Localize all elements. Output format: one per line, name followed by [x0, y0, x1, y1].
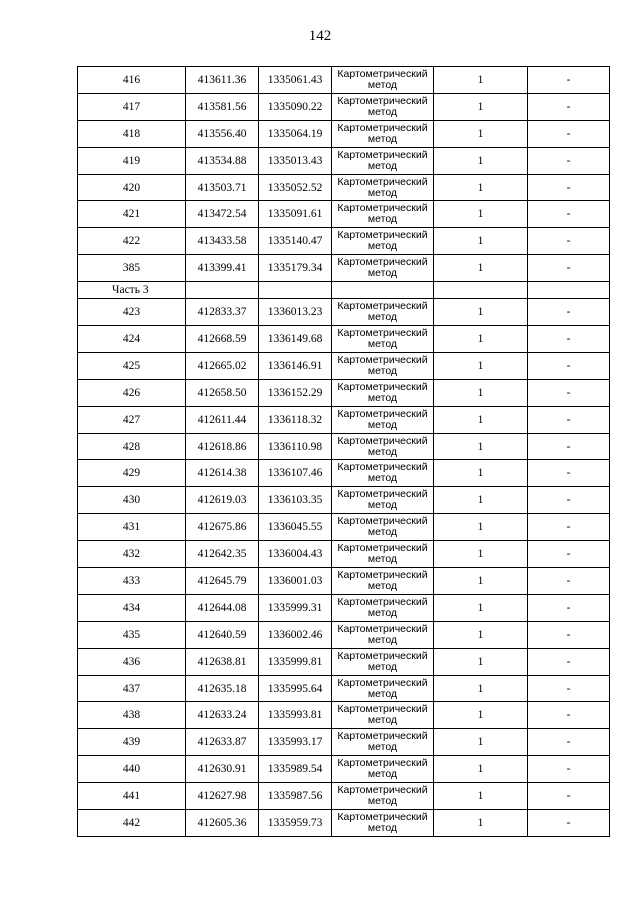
point-number-cell: 438 — [78, 702, 186, 729]
point-number-cell: 427 — [78, 406, 186, 433]
x-coordinate-cell: 412645.79 — [186, 568, 259, 595]
y-coordinate-cell: 1336110.98 — [259, 433, 332, 460]
y-coordinate-cell: 1336045.55 — [259, 514, 332, 541]
accuracy-cell: 1 — [434, 541, 528, 568]
table-row — [78, 93, 610, 120]
y-coordinate-cell: 1335140.47 — [259, 228, 332, 255]
method-cell: Картометрический метод — [332, 228, 434, 255]
note-cell: - — [528, 326, 610, 353]
point-number-cell: 436 — [78, 648, 186, 675]
accuracy-cell: 1 — [434, 783, 528, 810]
x-coordinate-cell: 413611.36 — [186, 67, 259, 94]
x-coordinate-cell: 412633.24 — [186, 702, 259, 729]
table-row — [78, 810, 610, 837]
note-cell: - — [528, 147, 610, 174]
point-number-cell: 430 — [78, 487, 186, 514]
accuracy-cell: 1 — [434, 406, 528, 433]
table-row — [78, 201, 610, 228]
y-coordinate-cell: 1335999.31 — [259, 594, 332, 621]
y-coordinate-cell: 1336013.23 — [259, 299, 332, 326]
table-row — [78, 621, 610, 648]
note-cell: - — [528, 621, 610, 648]
table-row — [78, 783, 610, 810]
accuracy-cell: 1 — [434, 648, 528, 675]
x-coordinate-cell: 412668.59 — [186, 326, 259, 353]
note-cell: - — [528, 756, 610, 783]
section-row — [78, 282, 610, 299]
accuracy-cell: 1 — [434, 433, 528, 460]
y-coordinate-cell: 1336152.29 — [259, 379, 332, 406]
table-row — [78, 487, 610, 514]
accuracy-cell: 1 — [434, 201, 528, 228]
section-empty-cell — [434, 282, 528, 299]
point-number-cell: 431 — [78, 514, 186, 541]
point-number-cell: 416 — [78, 67, 186, 94]
x-coordinate-cell: 413556.40 — [186, 120, 259, 147]
y-coordinate-cell: 1335061.43 — [259, 67, 332, 94]
table-row — [78, 675, 610, 702]
note-cell: - — [528, 594, 610, 621]
method-cell: Картометрический метод — [332, 67, 434, 94]
point-number-cell: 433 — [78, 568, 186, 595]
section-empty-cell — [528, 282, 610, 299]
y-coordinate-cell: 1335064.19 — [259, 120, 332, 147]
note-cell: - — [528, 406, 610, 433]
page-number: 142 — [308, 28, 332, 44]
accuracy-cell: 1 — [434, 514, 528, 541]
table-row — [78, 514, 610, 541]
point-number-cell: 428 — [78, 433, 186, 460]
point-number-cell: 441 — [78, 783, 186, 810]
point-number-cell: 417 — [78, 93, 186, 120]
note-cell: - — [528, 568, 610, 595]
section-empty-cell — [186, 282, 259, 299]
method-cell: Картометрический метод — [332, 783, 434, 810]
method-cell: Картометрический метод — [332, 594, 434, 621]
table-row — [78, 460, 610, 487]
y-coordinate-cell: 1336149.68 — [259, 326, 332, 353]
method-cell: Картометрический метод — [332, 147, 434, 174]
section-empty-cell — [259, 282, 332, 299]
table-row — [78, 299, 610, 326]
accuracy-cell: 1 — [434, 326, 528, 353]
coordinates-table — [77, 66, 610, 837]
accuracy-cell: 1 — [434, 702, 528, 729]
x-coordinate-cell: 412658.50 — [186, 379, 259, 406]
method-cell: Картометрический метод — [332, 648, 434, 675]
y-coordinate-cell: 1336103.35 — [259, 487, 332, 514]
note-cell: - — [528, 541, 610, 568]
point-number-cell: 423 — [78, 299, 186, 326]
table-row — [78, 702, 610, 729]
point-number-cell: 385 — [78, 255, 186, 282]
note-cell: - — [528, 174, 610, 201]
x-coordinate-cell: 412619.03 — [186, 487, 259, 514]
x-coordinate-cell: 412833.37 — [186, 299, 259, 326]
x-coordinate-cell: 412627.98 — [186, 783, 259, 810]
x-coordinate-cell: 412635.18 — [186, 675, 259, 702]
method-cell: Картометрический метод — [332, 514, 434, 541]
point-number-cell: 425 — [78, 352, 186, 379]
x-coordinate-cell: 413433.58 — [186, 228, 259, 255]
y-coordinate-cell: 1335959.73 — [259, 810, 332, 837]
y-coordinate-cell: 1336002.46 — [259, 621, 332, 648]
point-number-cell: 435 — [78, 621, 186, 648]
accuracy-cell: 1 — [434, 487, 528, 514]
note-cell: - — [528, 201, 610, 228]
method-cell: Картометрический метод — [332, 201, 434, 228]
method-cell: Картометрический метод — [332, 810, 434, 837]
method-cell: Картометрический метод — [332, 379, 434, 406]
accuracy-cell: 1 — [434, 675, 528, 702]
section-empty-cell — [332, 282, 434, 299]
note-cell: - — [528, 228, 610, 255]
method-cell: Картометрический метод — [332, 93, 434, 120]
table-row — [78, 255, 610, 282]
table-row — [78, 174, 610, 201]
x-coordinate-cell: 413534.88 — [186, 147, 259, 174]
x-coordinate-cell: 412642.35 — [186, 541, 259, 568]
accuracy-cell: 1 — [434, 379, 528, 406]
note-cell: - — [528, 702, 610, 729]
note-cell: - — [528, 93, 610, 120]
note-cell: - — [528, 299, 610, 326]
method-cell: Картометрический метод — [332, 487, 434, 514]
x-coordinate-cell: 412638.81 — [186, 648, 259, 675]
point-number-cell: 434 — [78, 594, 186, 621]
y-coordinate-cell: 1336004.43 — [259, 541, 332, 568]
y-coordinate-cell: 1335995.64 — [259, 675, 332, 702]
note-cell: - — [528, 460, 610, 487]
method-cell: Картометрический метод — [332, 729, 434, 756]
method-cell: Картометрический метод — [332, 433, 434, 460]
y-coordinate-cell: 1335013.43 — [259, 147, 332, 174]
x-coordinate-cell: 413503.71 — [186, 174, 259, 201]
note-cell: - — [528, 810, 610, 837]
accuracy-cell: 1 — [434, 460, 528, 487]
x-coordinate-cell: 412630.91 — [186, 756, 259, 783]
point-number-cell: 442 — [78, 810, 186, 837]
table-row — [78, 568, 610, 595]
point-number-cell: 429 — [78, 460, 186, 487]
x-coordinate-cell: 412614.38 — [186, 460, 259, 487]
y-coordinate-cell: 1336001.03 — [259, 568, 332, 595]
x-coordinate-cell: 412644.08 — [186, 594, 259, 621]
table-row — [78, 379, 610, 406]
method-cell: Картометрический метод — [332, 326, 434, 353]
note-cell: - — [528, 729, 610, 756]
x-coordinate-cell: 412665.02 — [186, 352, 259, 379]
x-coordinate-cell: 413399.41 — [186, 255, 259, 282]
method-cell: Картометрический метод — [332, 120, 434, 147]
point-number-cell: 440 — [78, 756, 186, 783]
table-row — [78, 120, 610, 147]
method-cell: Картометрический метод — [332, 756, 434, 783]
point-number-cell: 424 — [78, 326, 186, 353]
method-cell: Картометрический метод — [332, 255, 434, 282]
y-coordinate-cell: 1335987.56 — [259, 783, 332, 810]
note-cell: - — [528, 120, 610, 147]
table-row — [78, 541, 610, 568]
x-coordinate-cell: 412640.59 — [186, 621, 259, 648]
y-coordinate-cell: 1335999.81 — [259, 648, 332, 675]
table-row — [78, 352, 610, 379]
y-coordinate-cell: 1335989.54 — [259, 756, 332, 783]
accuracy-cell: 1 — [434, 594, 528, 621]
table-row — [78, 147, 610, 174]
y-coordinate-cell: 1335993.17 — [259, 729, 332, 756]
method-cell: Картометрический метод — [332, 568, 434, 595]
accuracy-cell: 1 — [434, 299, 528, 326]
table-row — [78, 228, 610, 255]
method-cell: Картометрический метод — [332, 541, 434, 568]
x-coordinate-cell: 413581.56 — [186, 93, 259, 120]
accuracy-cell: 1 — [434, 174, 528, 201]
accuracy-cell: 1 — [434, 568, 528, 595]
accuracy-cell: 1 — [434, 255, 528, 282]
note-cell: - — [528, 433, 610, 460]
note-cell: - — [528, 487, 610, 514]
accuracy-cell: 1 — [434, 93, 528, 120]
y-coordinate-cell: 1335179.34 — [259, 255, 332, 282]
y-coordinate-cell: 1336107.46 — [259, 460, 332, 487]
point-number-cell: 422 — [78, 228, 186, 255]
x-coordinate-cell: 412611.44 — [186, 406, 259, 433]
table-row — [78, 648, 610, 675]
point-number-cell: 421 — [78, 201, 186, 228]
note-cell: - — [528, 379, 610, 406]
point-number-cell: 419 — [78, 147, 186, 174]
method-cell: Картометрический метод — [332, 460, 434, 487]
table-row — [78, 67, 610, 94]
y-coordinate-cell: 1335993.81 — [259, 702, 332, 729]
accuracy-cell: 1 — [434, 147, 528, 174]
y-coordinate-cell: 1335052.52 — [259, 174, 332, 201]
accuracy-cell: 1 — [434, 729, 528, 756]
note-cell: - — [528, 67, 610, 94]
table-row — [78, 326, 610, 353]
x-coordinate-cell: 412618.86 — [186, 433, 259, 460]
note-cell: - — [528, 255, 610, 282]
method-cell: Картометрический метод — [332, 621, 434, 648]
table-row — [78, 433, 610, 460]
point-number-cell: 437 — [78, 675, 186, 702]
x-coordinate-cell: 413472.54 — [186, 201, 259, 228]
table-row — [78, 729, 610, 756]
note-cell: - — [528, 783, 610, 810]
x-coordinate-cell: 412633.87 — [186, 729, 259, 756]
method-cell: Картометрический метод — [332, 406, 434, 433]
method-cell: Картометрический метод — [332, 299, 434, 326]
accuracy-cell: 1 — [434, 621, 528, 648]
table-row — [78, 406, 610, 433]
point-number-cell: 432 — [78, 541, 186, 568]
method-cell: Картометрический метод — [332, 174, 434, 201]
y-coordinate-cell: 1336146.91 — [259, 352, 332, 379]
accuracy-cell: 1 — [434, 228, 528, 255]
accuracy-cell: 1 — [434, 67, 528, 94]
note-cell: - — [528, 648, 610, 675]
y-coordinate-cell: 1335091.61 — [259, 201, 332, 228]
x-coordinate-cell: 412605.36 — [186, 810, 259, 837]
note-cell: - — [528, 514, 610, 541]
method-cell: Картометрический метод — [332, 702, 434, 729]
accuracy-cell: 1 — [434, 120, 528, 147]
table-row — [78, 756, 610, 783]
y-coordinate-cell: 1335090.22 — [259, 93, 332, 120]
point-number-cell: 439 — [78, 729, 186, 756]
point-number-cell: 418 — [78, 120, 186, 147]
table-row — [78, 594, 610, 621]
accuracy-cell: 1 — [434, 352, 528, 379]
x-coordinate-cell: 412675.86 — [186, 514, 259, 541]
table-body — [78, 67, 610, 837]
accuracy-cell: 1 — [434, 756, 528, 783]
point-number-cell: 426 — [78, 379, 186, 406]
accuracy-cell: 1 — [434, 810, 528, 837]
note-cell: - — [528, 675, 610, 702]
method-cell: Картометрический метод — [332, 675, 434, 702]
method-cell: Картометрический метод — [332, 352, 434, 379]
section-label: Часть 3 — [78, 282, 186, 299]
note-cell: - — [528, 352, 610, 379]
y-coordinate-cell: 1336118.32 — [259, 406, 332, 433]
point-number-cell: 420 — [78, 174, 186, 201]
